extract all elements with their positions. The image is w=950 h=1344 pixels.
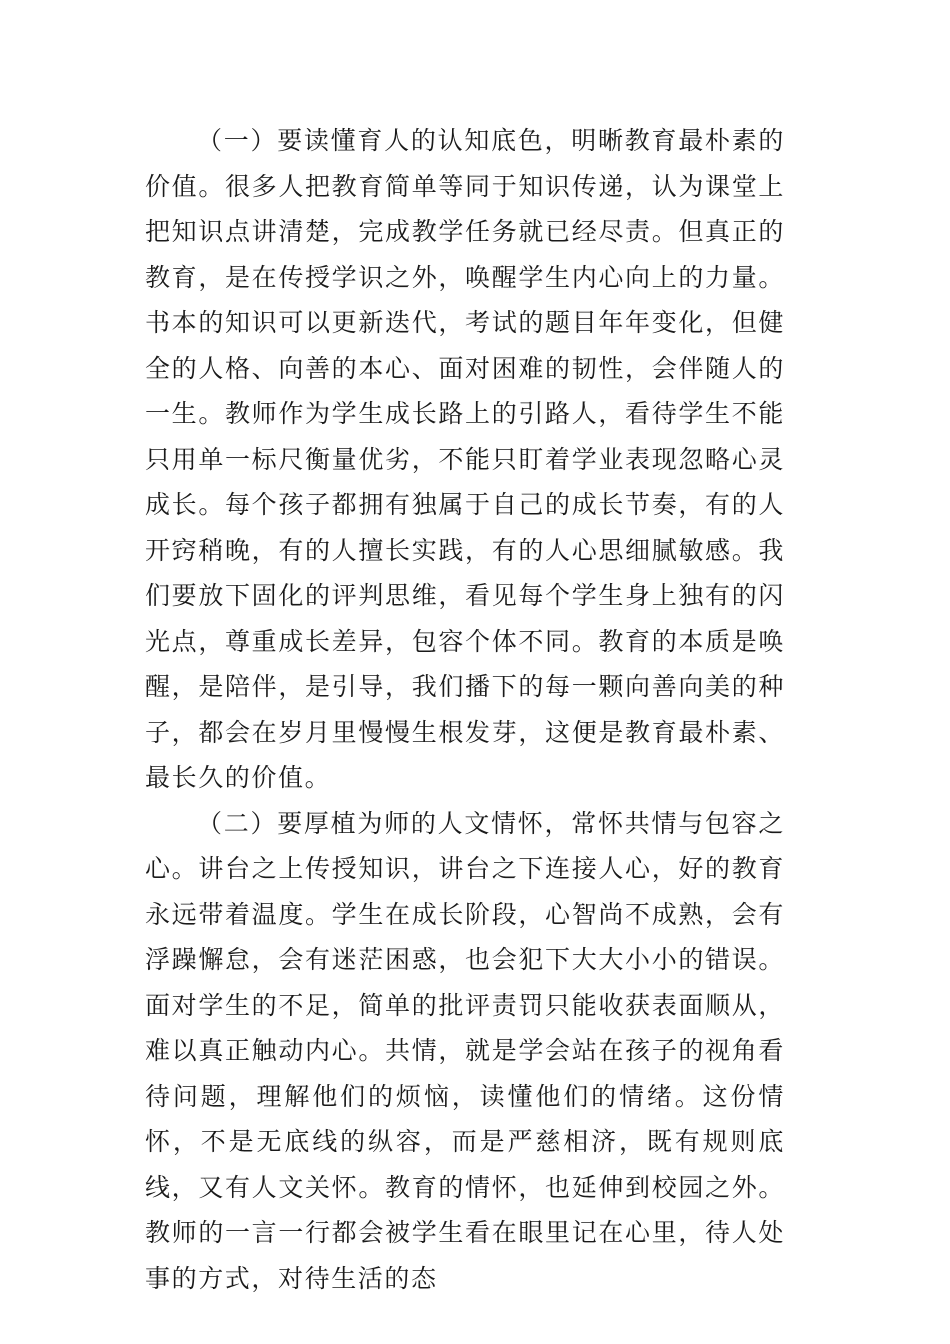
paragraph-1: （一）要读懂育人的认知底色，明晰教育最朴素的价值。很多人把教育简单等同于知识传递，认为课堂上把知识点讲清楚，完成教学任务就已经尽责。但真正的教育，是在传授学识之外，唤醒学生内心向上的力量。书本的知识可以更新迭代，考试的题目年年变化，但健全的人格、向善的本心、面对困难的韧性，会伴随人的一生。教师作为学生成长路上的引路人，看待学生不能只用单一标尺衡量优劣，不能只盯着学业表现忽略心灵成长。每个孩子都拥有独属于自己的成长节奏，有的人开窍稍晚，有的人擅长实践，有的人心思细腻敏感。我们要放下固化的评判思维，看见每个学生身上独有的闪光点，尊重成长差异，包容个体不同。教育的本质是唤醒，是陪伴，是引导，我们播下的每一颗向善向美的种子，都会在岁月里慢慢生根发芽，这便是教育最朴素、最长久的价值。	[145, 126, 785, 792]
document-body	[145, 118, 785, 1301]
paragraph-2: （二）要厚植为师的人文情怀，常怀共情与包容之心。讲台之上传授知识，讲台之下连接人心，好的教育永远带着温度。学生在成长阶段，心智尚不成熟，会有浮躁懈怠，会有迷茫困惑，也会犯下大大小小的错误。面对学生的不足，简单的批评责罚只能收获表面顺从，难以真正触动内心。共情，就是学会站在孩子的视角看待问题，理解他们的烦恼，读懂他们的情绪。这份情怀，不是无底线的纵容，而是严慈相济，既有规则底线，又有人文关怀。教育的情怀，也延伸到校园之外。教师的一言一行都会被学生看在眼里记在心里，待人处事的方式，对待生活的态	[145, 808, 785, 1293]
